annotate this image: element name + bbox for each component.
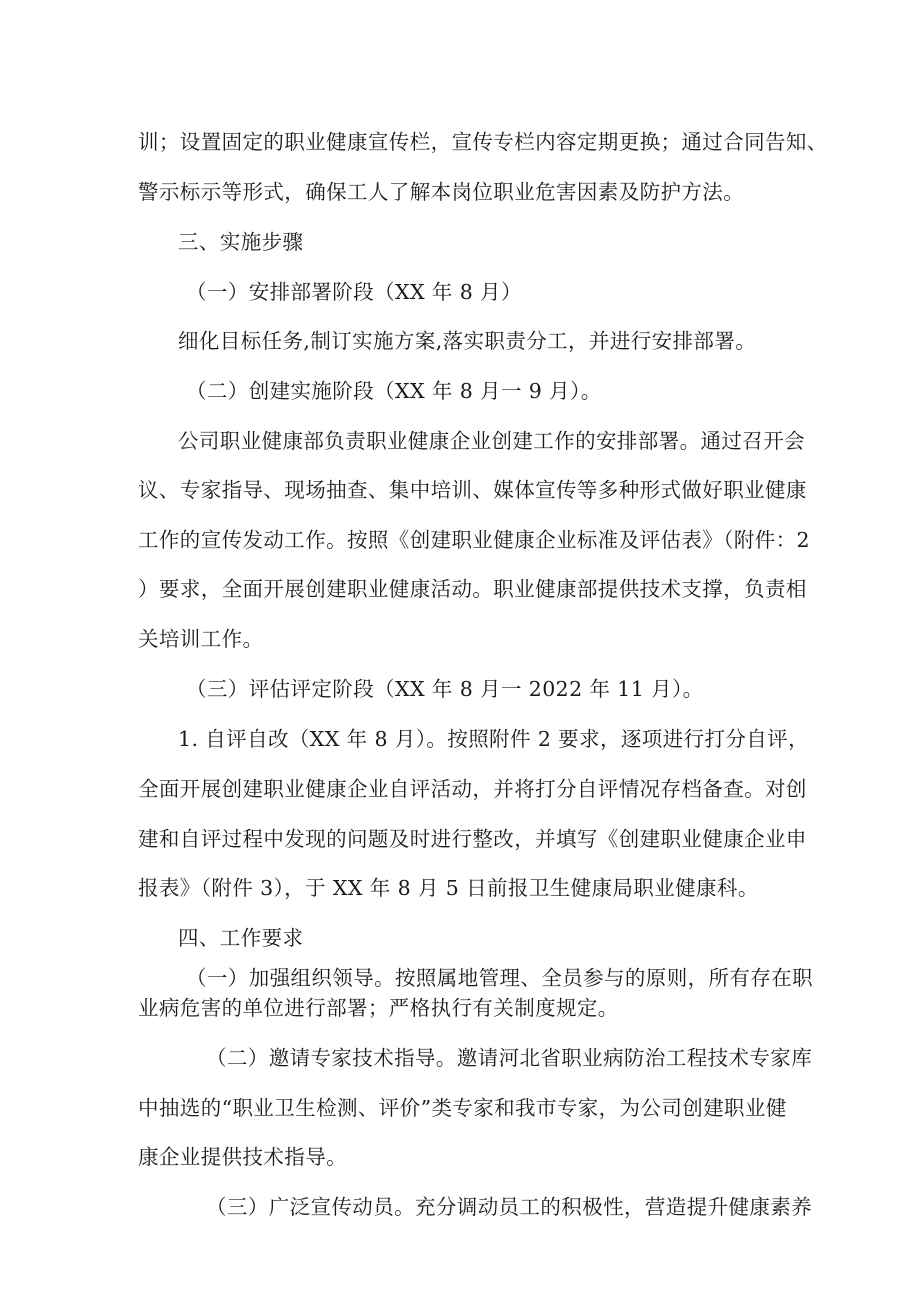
paragraph-line-21: 中抽选的“职业卫生检测、评价”类专家和我市专家，为公司创建职业健 [138,1096,787,1120]
paragraph-line-15: 建和自评过程中发现的问题及时进行整改，并填写《创建职业健康企业申 [138,827,807,851]
section-heading-3: 三、实施步骤 [178,230,304,254]
section-heading-4: 四、工作要求 [178,926,304,950]
subsection-heading-3-3: （三）评估评定阶段（XX 年 8 月一 2022 年 11 月）。 [186,677,704,701]
paragraph-line-19: 业病危害的单位进行部署；严格执行有关制度规定。 [138,996,619,1020]
paragraph-line-2: 警示标示等形式，确保工人了解本岗位职业危害因素及防护方法。 [138,180,745,204]
paragraph-line-5: 细化目标任务,制订实施方案,落实职责分工，并进行安排部署。 [178,329,757,353]
paragraph-line-23: （三）广泛宣传动员。充分调动员工的积极性，营造提升健康素养 [206,1195,813,1219]
paragraph-line-7: 公司职业健康部负责职业健康企业创建工作的安排部署。通过召开会 [178,429,805,453]
subsection-heading-3-2: （二）创建实施阶段（XX 年 8 月一 9 月）。 [186,379,602,403]
paragraph-line-9: 工作的宣传发动工作。按照《创建职业健康企业标准及评估表》（附件：2 [138,528,810,552]
paragraph-line-11: 关培训工作。 [138,627,264,651]
subsection-heading-3-1: （一）安排部署阶段（XX 年 8 月） [186,280,522,304]
paragraph-line-16: 报表》（附件 3），于 XX 年 8 月 5 日前报卫生健康局职业健康科。 [138,876,759,900]
paragraph-line-8: 议、专家指导、现场抽查、集中培训、媒体宣传等多种形式做好职业健康 [138,478,807,502]
paragraph-line-14: 全面开展创建职业健康企业自评活动，并将打分自评情况存档备查。对创 [138,777,807,801]
paragraph-line-13: 1. 自评自改（XX 年 8 月）。按照附件 2 要求，逐项进行打分自评， [178,727,809,751]
paragraph-line-1: 训；设置固定的职业健康宣传栏，宣传专栏内容定期更换；通过合同告知、 [138,130,828,154]
paragraph-line-20: （二）邀请专家技术指导。邀请河北省职业病防治工程技术专家库 [206,1046,813,1070]
paragraph-line-10: ）要求，全面开展创建职业健康活动。职业健康部提供技术支撑，负责相 [138,577,807,601]
paragraph-line-18: （一）加强组织领导。按照属地管理、全员参与的原则，所有存在职 [186,966,813,990]
paragraph-line-22: 康企业提供技术指导。 [138,1145,347,1169]
